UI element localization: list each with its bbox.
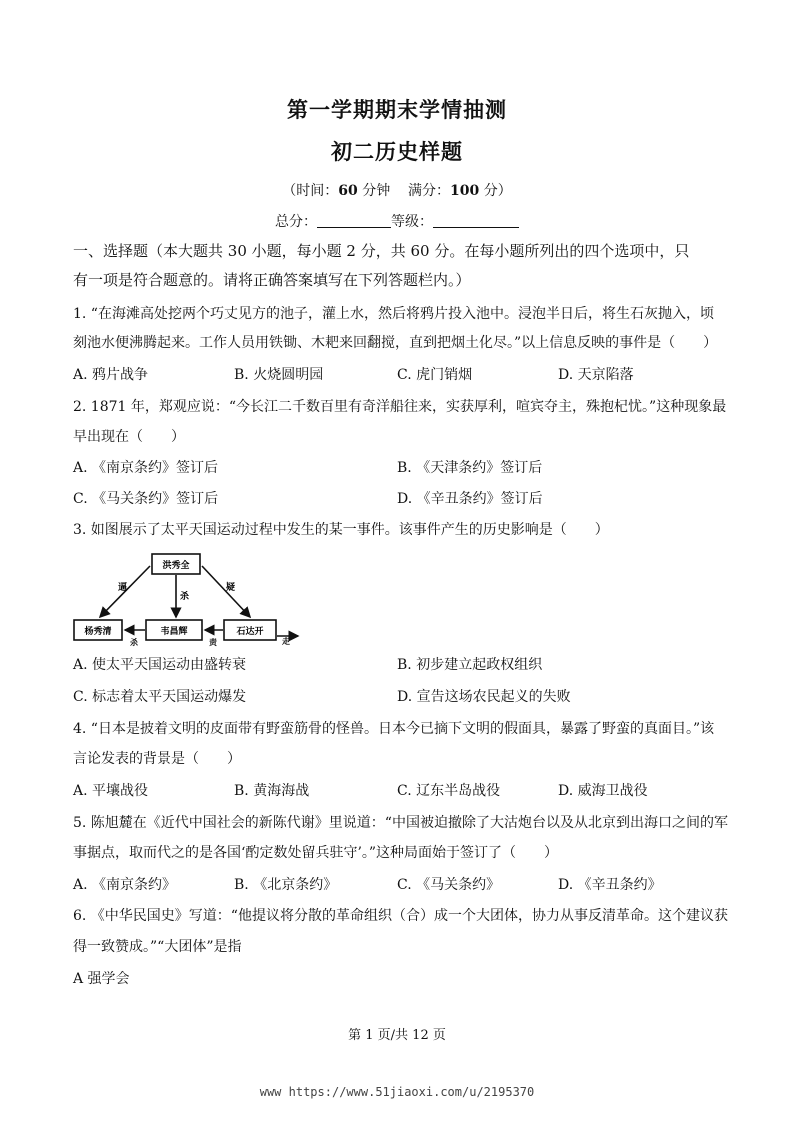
question-3-option-b[interactable]: B. 初步建立起政权组织 — [397, 657, 543, 673]
score-label: 满分： — [408, 183, 451, 199]
question-6-option-a[interactable]: A 强学会 — [73, 971, 130, 987]
score-unit: 分） — [483, 183, 512, 199]
question-3-option-c[interactable]: C. 标志着太平天国运动爆发 — [73, 689, 247, 705]
question-5-text-cont: 事据点，取而代之的是各国‘酌定数处留兵驻守’。”这种局面始于签订了（ ） — [73, 845, 559, 861]
question-4-option-d[interactable]: D. 威海卫战役 — [558, 783, 648, 799]
exam-subtitle: 初二历史样题 — [331, 139, 463, 164]
question-4-option-a[interactable]: A. 平壤战役 — [73, 783, 149, 799]
question-4-text: 4. “日本是披着文明的皮面带有野蛮筋骨的怪兽。日本今已摘下文明的假面具，暴露了野蛮的真面目。”该 — [73, 721, 715, 737]
question-5-option-a[interactable]: A. 《南京条约》 — [73, 877, 177, 893]
time-label: （时间： — [282, 183, 339, 199]
time-unit: 分钟 — [362, 183, 391, 199]
arrow-hong-to-shi-label: 疑 — [226, 583, 236, 593]
question-2-option-b[interactable]: B. 《天津条约》签订后 — [397, 460, 543, 476]
total-label: 总分： — [275, 214, 317, 230]
question-5-option-d[interactable]: D. 《辛丑条约》 — [558, 877, 662, 893]
exam-title: 第一学期期末学情抽测 — [287, 97, 507, 122]
question-6-text: 6. 《中华民国史》写道：“他提议将分散的革命组织（合）成一个大团体，协力从事反清革命。这个建议获 — [73, 908, 728, 924]
exam-meta — [0, 180, 794, 200]
arrow-hong-to-yang-label: 逼 — [118, 583, 128, 593]
question-3-option-d[interactable]: D. 宣告这场农民起义的失败 — [397, 689, 571, 705]
question-2-option-a[interactable]: A. 《南京条约》签订后 — [73, 460, 219, 476]
question-1-text: 1. “在海滩高处挖两个巧丈见方的池子，灌上水，然后将鸦片投入池中。浸泡半日后，将生石灰抛入，顷 — [73, 306, 714, 322]
question-2-text: 2. 1871 年，郑观应说：“今长江二千数百里有奇洋船往来，实获厚利，喧宾夺主，殊抱杞忧。”这种现象最 — [73, 399, 727, 415]
question-3-option-a[interactable]: A. 使太平天国运动由盛转衰 — [73, 657, 247, 673]
question-1-option-d[interactable]: D. 天京陷落 — [558, 367, 634, 383]
question-1-option-a[interactable]: A. 鸦片战争 — [73, 367, 149, 383]
node-wei-label: 韦昌辉 — [160, 627, 188, 637]
question-1-option-b[interactable]: B. 火烧圆明园 — [234, 367, 324, 383]
score-fields — [0, 211, 794, 231]
grade-blank[interactable] — [433, 213, 519, 228]
question-5-option-b[interactable]: B. 《北京条约》 — [234, 877, 338, 893]
node-yang-label: 杨秀清 — [84, 627, 112, 637]
question-6-text-cont: 得一致赞成。”“大团体”是指 — [73, 939, 242, 955]
question-2-option-d[interactable]: D. 《辛丑条约》签订后 — [397, 491, 543, 507]
total-blank[interactable] — [317, 213, 391, 228]
grade-label: 等级： — [391, 214, 433, 230]
arrow-shi-out-label: 走 — [282, 637, 290, 646]
section-heading-cont: 有一项是符合题意的。请将正确答案填写在下列答题栏内。） — [73, 271, 471, 289]
question-4-option-b[interactable]: B. 黄海海战 — [234, 783, 310, 799]
node-hong-label: 洪秀全 — [162, 561, 190, 571]
page-number: 第 1 页/共 12 页 — [348, 1028, 446, 1043]
question-2-option-c[interactable]: C. 《马关条约》签订后 — [73, 491, 219, 507]
source-watermark[interactable]: www https://www.51jiaoxi.com/u/2195370 — [259, 1085, 535, 1099]
time-value: 60 — [338, 183, 358, 199]
arrow-shi-to-wei-label: 责 — [209, 638, 217, 647]
arrow-hong-to-wei-label: 杀 — [180, 592, 190, 602]
question-3-text: 3. 如图展示了太平天国运动过程中发生的某一事件。该事件产生的历史影响是（ ） — [73, 522, 609, 538]
score-value: 100 — [450, 183, 480, 199]
node-shi-label: 石达开 — [236, 627, 264, 637]
question-5-text: 5. 陈旭麓在《近代中国社会的新陈代谢》里说道：“中国被迫撤除了大沽炮台以及从北京到出海口之间的军 — [73, 815, 728, 831]
question-1-text-cont: 刻池水便沸腾起来。工作人员用铁锄、木耙来回翻搅，直到把烟土化尽。”以上信息反映的事件是（ ） — [73, 335, 718, 351]
section-heading: 一、选择题（本大题共 30 小题，每小题 2 分，共 60 分。在每小题所列出的四个选项中，只 — [73, 242, 690, 260]
question-1-option-c[interactable]: C. 虎门销烟 — [397, 367, 473, 383]
arrow-wei-to-yang-label: 杀 — [130, 638, 138, 647]
question-4-text-cont: 言论发表的背景是（ ） — [73, 751, 241, 767]
question-2-text-cont: 早出现在（ ） — [73, 429, 185, 445]
question-4-option-c[interactable]: C. 辽东半岛战役 — [397, 783, 501, 799]
taiping-event-diagram — [66, 548, 304, 648]
question-5-option-c[interactable]: C. 《马关条约》 — [397, 877, 501, 893]
